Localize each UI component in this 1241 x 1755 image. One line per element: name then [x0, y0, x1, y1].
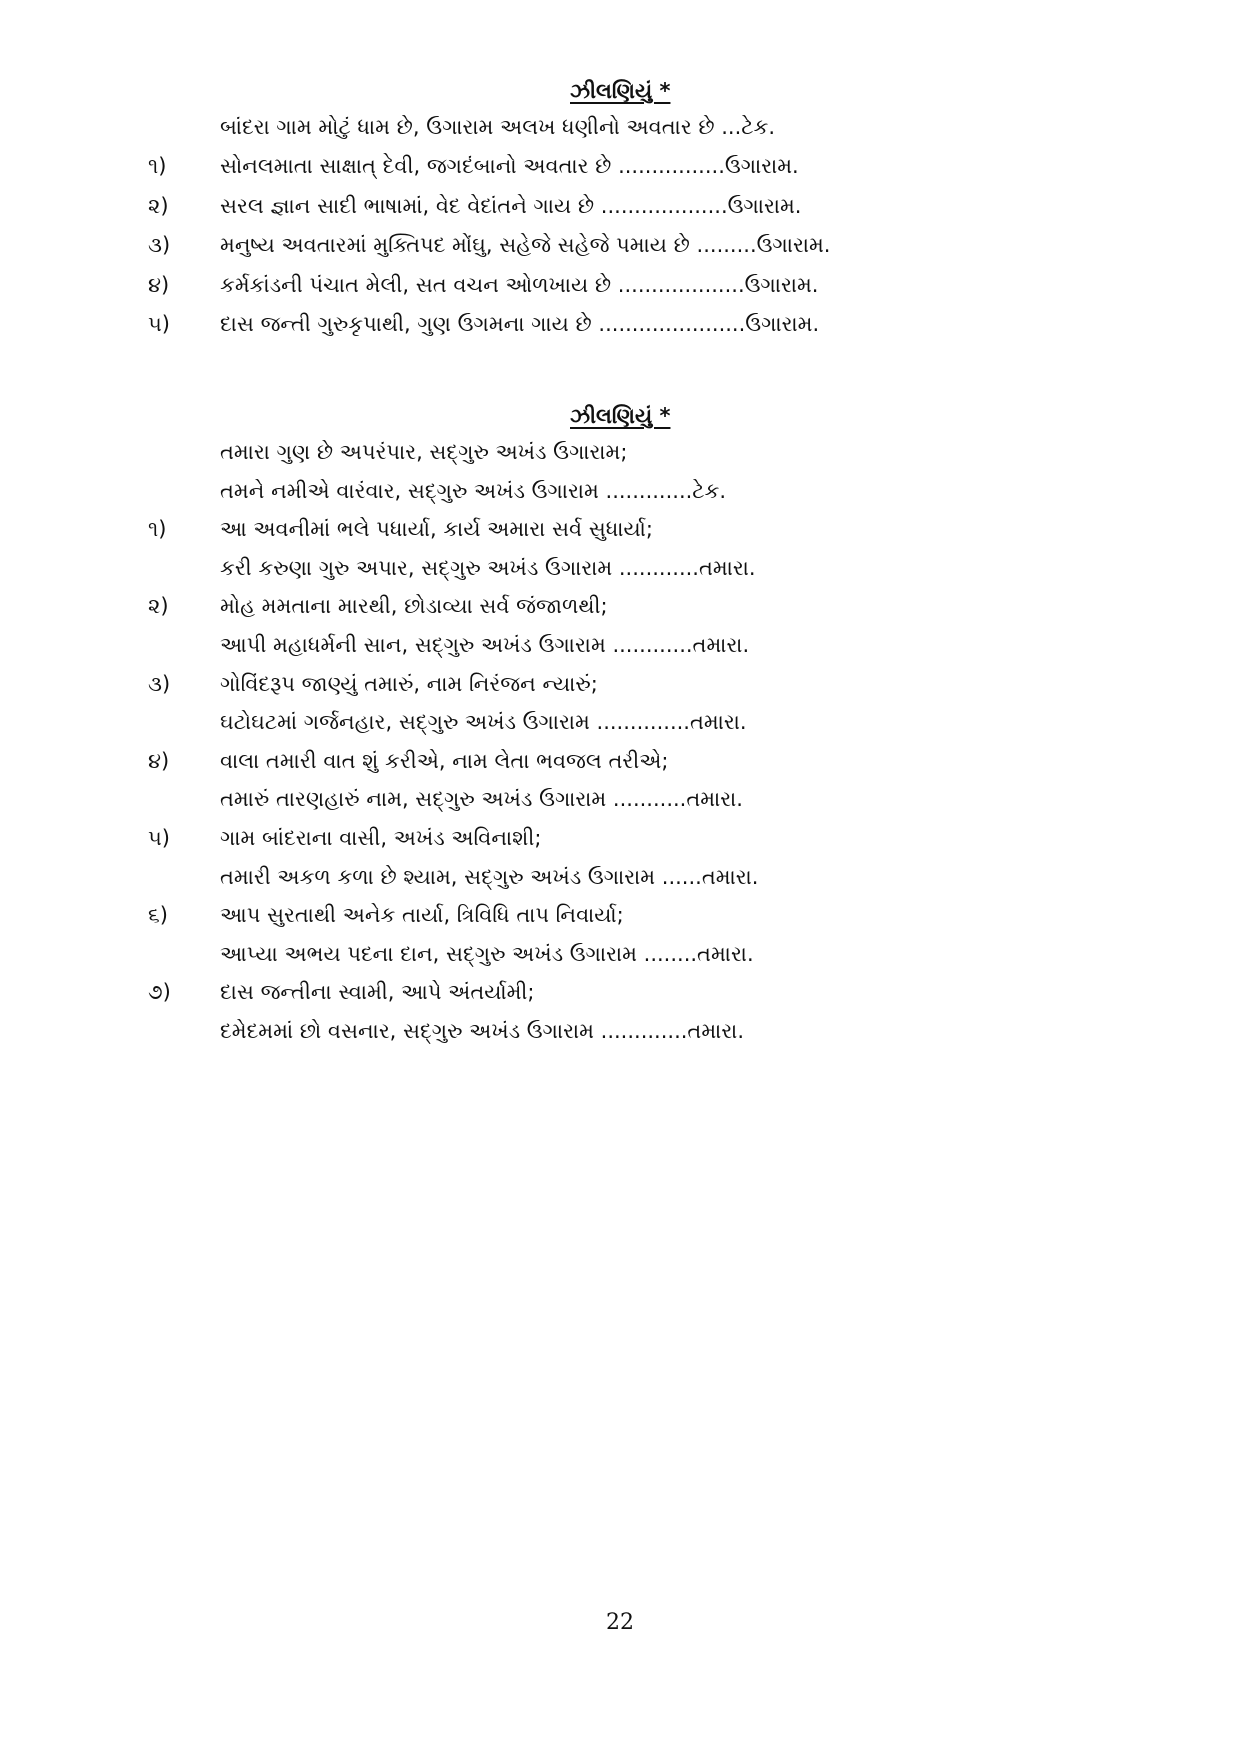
page-number: 22	[606, 1610, 634, 1635]
verse-text: સોનલમાતા સાક્ષાત્ દેવી, જગદંબાનો અવતાર છે ................ઉગારામ.	[220, 154, 799, 179]
verse-line	[0, 703, 1241, 742]
verse-text: ગામ બાંદરાના વાસી, અખંડ અવિનાશી;	[220, 825, 542, 850]
verse-text: તમારી અકળ કળા છે શ્યામ, સદ્ગુરુ અખંડ ઉગારામ ......તમારા.	[220, 864, 759, 889]
verse-line	[0, 973, 1241, 1012]
verse-number: ૫)	[148, 311, 170, 336]
verse-text: દમેદમમાં છો વસનાર, સદ્ગુરુ અખંડ ઉગારામ .............તમારા.	[220, 1018, 744, 1043]
song-1	[0, 78, 1241, 344]
verse-text: ઘટોઘટમાં ગર્જનહાર, સદ્ગુરુ અખંડ ઉગારામ ..............તમારા.	[220, 710, 747, 735]
verse-line	[0, 587, 1241, 626]
verse-text: દાસ જન્તીના સ્વામી, આપે અંતર્યામી;	[220, 980, 535, 1005]
verse-line	[0, 780, 1241, 819]
verse-number: ૬)	[148, 903, 168, 928]
verse-line	[0, 266, 1241, 305]
verse-line	[0, 626, 1241, 665]
verse-number: ૭)	[148, 980, 171, 1005]
verse-text: મોહ મમતાના મારથી, છોડાવ્યા સર્વ જંજાળથી;	[220, 594, 608, 619]
verse-number: ૫)	[148, 825, 170, 850]
song-2	[0, 403, 1241, 1051]
verse-number: ૩)	[148, 233, 171, 258]
chorus-line	[0, 472, 1241, 511]
chorus-text: તમને નમીએ વારંવાર, સદ્ગુરુ અખંડ ઉગારામ .............ટેક.	[220, 478, 727, 503]
verse-number: ૧)	[148, 154, 167, 179]
verse-text: આપી મહાધર્મની સાન, સદ્ગુરુ અખંડ ઉગારામ ............તમારા.	[220, 632, 750, 657]
verse-line	[0, 510, 1241, 549]
verse-text: આ અવનીમાં ભલે પધાર્યા, કાર્ય અમારા સર્વ સુધાર્યા;	[220, 517, 653, 542]
verse-line	[0, 742, 1241, 781]
verse-text: કર્મકાંડની પંચાત મેલી, સત વચન ઓળખાય છે ...................ઉગારામ.	[220, 272, 819, 297]
chorus-text: તમારા ગુણ છે અપરંપાર, સદ્ગુરુ અખંડ ઉગારામ;	[220, 440, 628, 464]
verse-number: ૨)	[148, 193, 169, 218]
verse-number: ૪)	[148, 748, 170, 773]
verse-line	[0, 549, 1241, 588]
verse-text: કરી કરુણા ગુરુ અપાર, સદ્ગુરુ અખંડ ઉગારામ ............તમારા.	[220, 555, 756, 580]
verse-line	[0, 305, 1241, 344]
verse-number: ૪)	[148, 272, 170, 297]
verse-line	[0, 1012, 1241, 1051]
verse-number: ૩)	[148, 671, 171, 696]
verse-line	[0, 187, 1241, 226]
verse-text: સરલ જ્ઞાન સાદી ભાષામાં, વેદ વેદાંતને ગાય છે ...................ઉગારામ.	[220, 193, 802, 218]
verse-text: તમારું તારણહારું નામ, સદ્ગુરુ અખંડ ઉગારામ ...........તમારા.	[220, 787, 743, 812]
verse-line	[0, 858, 1241, 897]
verse-text: દાસ જન્તી ગુરુકૃપાથી, ગુણ ઉગમના ગાય છે ......................ઉગારામ.	[220, 311, 820, 336]
chorus-line	[0, 108, 1241, 147]
verse-number: ૨)	[148, 594, 169, 619]
verse-line	[0, 665, 1241, 704]
chorus-line	[0, 433, 1241, 472]
verse-line	[0, 226, 1241, 265]
chorus-text: બાંદરા ગામ મોટું ધામ છે, ઉગારામ અલખ ધણીનો અવતાર છે ...ટેક.	[220, 115, 776, 139]
verse-number: ૧)	[148, 517, 167, 542]
song-title: ઝીલણિયું *	[570, 79, 671, 103]
song-title: ઝીલણિયું *	[570, 404, 671, 428]
verse-text: આપ સુરતાથી અનેક તાર્યા, ત્રિવિધિ તાપ નિવાર્યા;	[220, 903, 624, 928]
verse-text: મનુષ્ય અવતારમાં મુક્તિપદ મોંઘુ, સહેજે સહેજે પમાય છે .........ઉગારામ.	[220, 233, 831, 258]
verse-text: આપ્યા અભય પદના દાન, સદ્ગુરુ અખંડ ઉગારામ ........તમારા.	[220, 941, 754, 966]
verse-line	[0, 819, 1241, 858]
verse-text: વાલા તમારી વાત શું કરીએ, નામ લેતા ભવજલ તરીએ;	[220, 748, 669, 773]
verse-text: ગોવિંદરૂપ જાણ્યું તમારું, નામ નિરંજન ન્યારું;	[220, 671, 598, 696]
verse-line	[0, 935, 1241, 974]
verse-line	[0, 147, 1241, 186]
verse-line	[0, 896, 1241, 935]
